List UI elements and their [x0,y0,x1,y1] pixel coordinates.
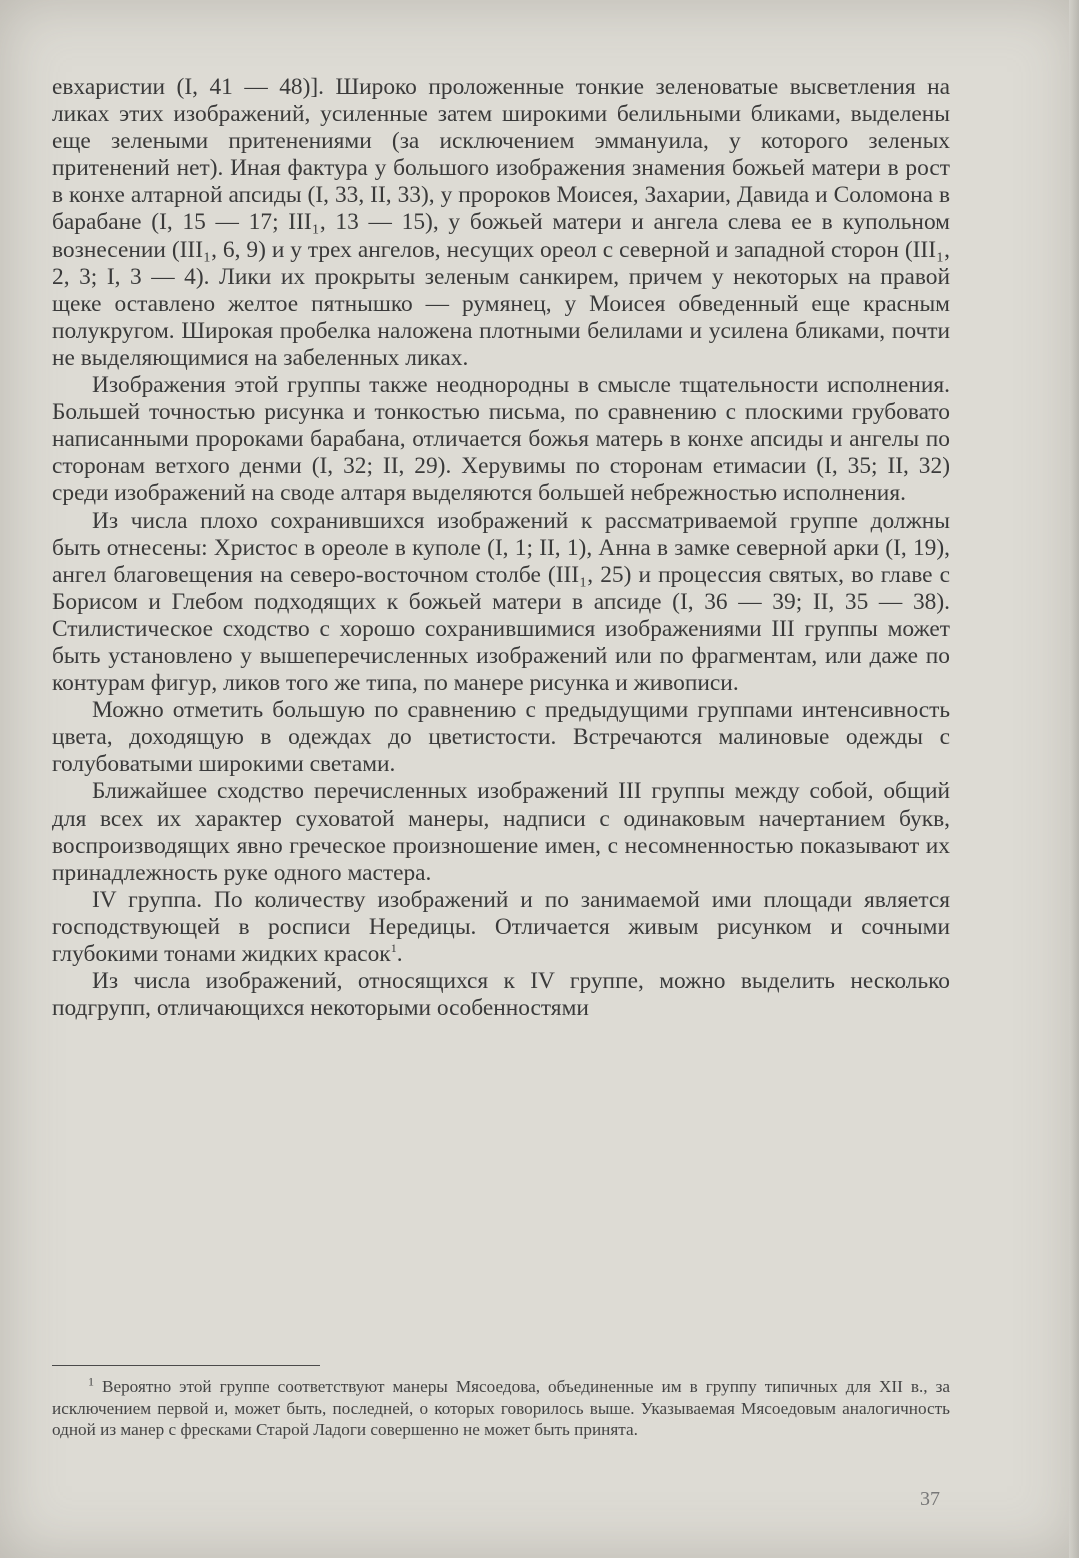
paragraph-end: . [396,941,403,967]
page-number: 37 [920,1488,940,1510]
footnotes [52,1376,950,1441]
footnote [52,1376,950,1441]
main-text [52,74,950,1022]
paragraph: Изображения этой группы также неоднородны в смысле тщательности исполнения. Большей точностью рисунка и тонкостью письма, по сравнению с плоскими грубовато написанными пророками барабана, отличается божья матерь в конхе апсиды и ангелы по сторонам ветхого денми (I, 32; II, 29). Херувимы по сторонам етимасии (I, 35; II, 32) среди изображений на своде алтаря выделяются большей небрежностью исполнения. [52,372,950,507]
footnote-text: Вероятно этой группе соответствуют манеры Мясоедова, объединенные им в группу типичных для XII в., за исключением первой и, может быть, последней, о которых говорилось выше. Указываемая Мясоедовым аналогичность одной из манер с фресками Старой Ладоги совершенно не может быть принята. [52,1377,950,1440]
paragraph-text: IV группа. По количеству изображений и по занимаемой ими площади является господствующей в росписи Нередицы. Отличается живым рисунком и сочными глубокими тонами жидких красок [52,886,950,967]
page-edge [1069,0,1079,1558]
paragraph [52,887,950,968]
paragraph: Из числа плохо сохранившихся изображений к рассматриваемой группе должны быть отнесены: Христос в ореоле в куполе (I, 1; II, 1), Анна в замке северной арки (I, 19), ангел благовещения на северо-восточном столбе (III₁, 25) и процессия святых, во главе с Борисом и Глебом подходящих к божьей матери в апсиде (I, 36 — 39; II, 35 — 38). Стилистическое сходство с хорошо сохранившимися изображениями III группы может быть установлено у вышеперечисленных изображений или по фрагментам, или даже по контурам фигур, ликов того же типа, по манере рисунка и живописи. [52,507,950,697]
footnote-divider [52,1365,320,1366]
paragraph: Ближайшее сходство перечисленных изображений III группы между собой, общий для всех их характер суховатой манеры, надписи с одинаковым начертанием букв, воспроизводящих явно греческое произношение имен, с несомненностью показывают их принадлежность руке одного мастера. [52,778,950,886]
paragraph: Можно отметить большую по сравнению с предыдущими группами интенсивность цвета, доходящую в одеждах до цветистости. Встречаются малиновые одежды с голубоватыми широкими светами. [52,697,950,778]
footnote-mark: 1 [88,1374,94,1389]
paragraph: евхаристии (I, 41 — 48)]. Широко проложенные тонкие зеленоватые высветления на ликах этих изображений, усиленные затем широкими белильными бликами, выделены еще зелеными притенениями (за исключением эммануила, у которого зеленых притенений нет). Иная фактура у большого изображения знамения божьей матери в рост в конхе алтарной апсиды (I, 33, II, 33), у пророков Моисея, Захарии, Давида и Соломона в барабане (I, 15 — 17; III₁, 13 — 15), у божьей матери и ангела слева ее в купольном вознесении (III₁, 6, 9) и у трех ангелов, несущих ореол с северной и западной сторон (III₁, 2, 3; I, 3 — 4). Лики их прокрыты зеленым санкирем, причем у некоторых на правой щеке оставлено желтое пятнышко — румянец, у Моисея обведенный еще красным полукругом. Широкая пробелка наложена плотными белилами и усилена бликами, почти не выделяющимися на забеленных ликах. [52,74,950,371]
paragraph: Из числа изображений, относящихся к IV группе, можно выделить несколько подгрупп, отличающихся некоторыми особенностями [52,968,950,1022]
footnote-reference: 1 [390,941,397,956]
